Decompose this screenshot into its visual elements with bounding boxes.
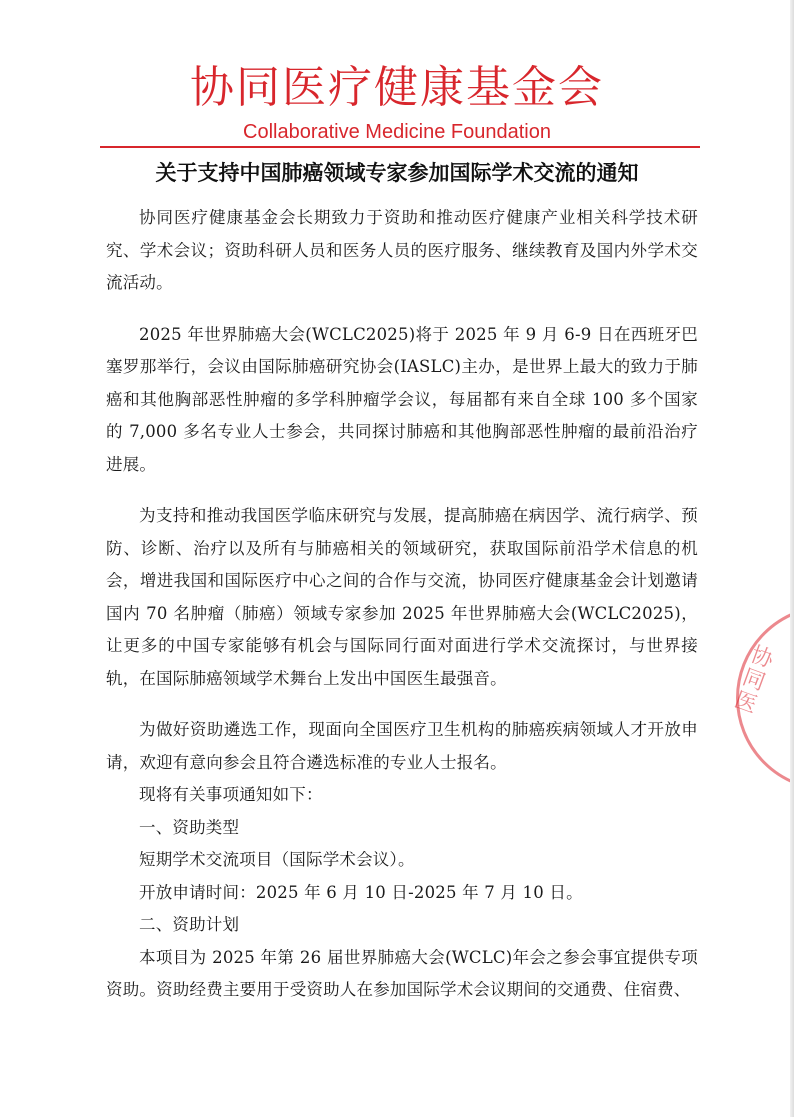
paragraph-funding-type: 短期学术交流项目（国际学术会议）。 [139,850,415,869]
letterhead-divider [100,146,700,148]
paragraph-application-period: 开放申请时间：2025 年 6 月 10 日-2025 年 7 月 10 日。 [139,882,583,902]
paragraph-notice-lead: 现将有关事项通知如下： [139,785,323,804]
paragraph-application: 为做好资助遴选工作，现面向全国医疗卫生机构的肺癌疾病领域人才开放申请，欢迎有意向参会且符合遴选标准的专业人士报名。 [106,720,698,772]
paragraph-funding-plan: 本项目为 2025 年第 26 届世界肺癌大会(WCLC)年会之参会事宜提供专项资助。资助经费主要用于受资助人在参加国际学术会议期间的交通费、住宿费、 [106,947,698,999]
paragraph-purpose: 为支持和推动我国医学临床研究与发展，提高肺癌在病因学、流行病学、预防、诊断、治疗以及所有与肺癌相关的领域研究，获取国际前沿学术信息的机会，增进我国和国际医疗中心之间的合作与交流，协同医疗健康基金会计划邀请国内 70 名肿瘤（肺癌）领域专家参加 2025 年世界肺癌大会(WCLC2025)，让更多的中国专家能够有机会与国际同行面对面进行学术交流探讨，与世界接轨，在国际肺癌领域学术舞台上发出中国医生最强音。 [106,506,698,688]
page-edge-shadow [790,0,794,1117]
section-heading-funding-type: 一、资助类型 [139,817,240,837]
seal-text: 协同医 [730,642,777,719]
organization-name-english: Collaborative Medicine Foundation [243,121,551,143]
document-body [106,202,698,1007]
section-heading-funding-plan: 二、资助计划 [139,915,240,934]
paragraph-intro: 协同医疗健康基金会长期致力于资助和推动医疗健康产业相关科学技术研究、学术会议；资助科研人员和医务人员的医疗服务、继续教育及国内外学术交流活动。 [106,208,698,292]
organization-name-chinese: 协同医疗健康基金会 [190,62,604,113]
document-title: 关于支持中国肺癌领域专家参加国际学术交流的通知 [155,161,639,185]
paragraph-conference: 2025 年世界肺癌大会(WCLC2025)将于 2025 年 9 月 6-9 日在西班牙巴塞罗那举行，会议由国际肺癌研究协会(IASLC)主办，是世界上最大的致力于肺癌和其他胸部恶性肿瘤的多学科肿瘤学会议，每届都有来自全球 100 多个国家的 7,000 多名专业人士参会，共同探讨肺癌和其他胸部恶性肿瘤的最前沿治疗进展。 [106,324,698,474]
